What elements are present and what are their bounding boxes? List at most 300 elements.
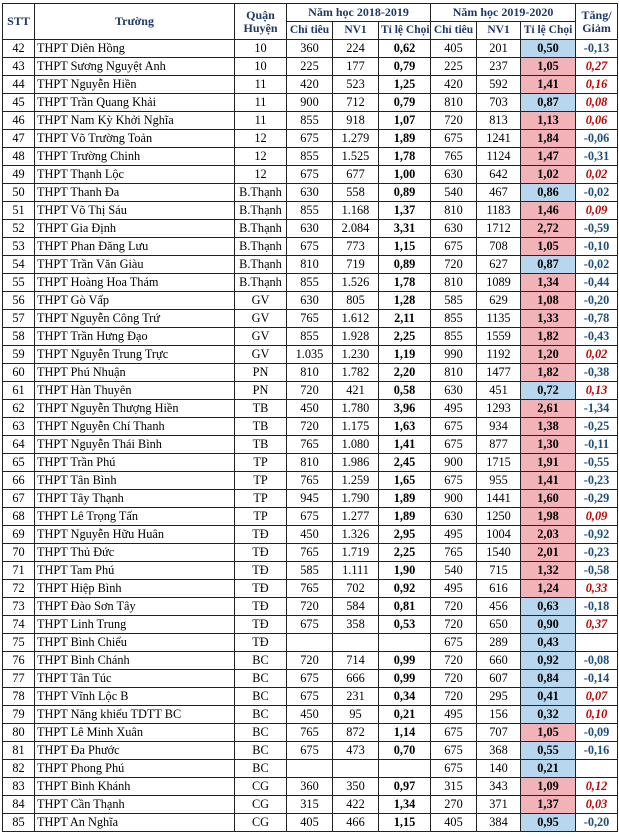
change-value	[576, 760, 618, 778]
quota-2019: 630	[431, 508, 477, 526]
quota-2018: 360	[287, 778, 333, 796]
school-name: THPT Vĩnh Lộc B	[35, 688, 235, 706]
nv1-2018: 712	[333, 94, 379, 112]
change-value: -0,43	[576, 328, 618, 346]
school-name: THPT Hiệp Bình	[35, 580, 235, 598]
quota-2019: 720	[431, 112, 477, 130]
change-value: 0,08	[576, 94, 618, 112]
quota-2018: 765	[287, 310, 333, 328]
table-row	[3, 166, 618, 184]
nv1-2018: 231	[333, 688, 379, 706]
nv1-2018: 422	[333, 796, 379, 814]
quota-2018: 675	[287, 688, 333, 706]
ratio-2018: 0,89	[379, 256, 431, 274]
change-value: 0,02	[576, 346, 618, 364]
nv1-2018: 1.780	[333, 400, 379, 418]
school-name: THPT Bình Chánh	[35, 652, 235, 670]
district: BC	[235, 706, 287, 724]
nv1-header-2018: NV1	[333, 22, 379, 40]
nv1-2019: 467	[477, 184, 521, 202]
row-number: 45	[3, 94, 35, 112]
school-name: THPT Lê Minh Xuân	[35, 724, 235, 742]
nv1-2018: 177	[333, 58, 379, 76]
quota-2018: 420	[287, 76, 333, 94]
school-name: THPT Nguyễn Trung Trực	[35, 346, 235, 364]
school-name: THPT Nguyễn Thượng Hiền	[35, 400, 235, 418]
table-row	[3, 400, 618, 418]
ratio-2019: 0,32	[521, 706, 576, 724]
table-row	[3, 670, 618, 688]
quota-2018: 720	[287, 598, 333, 616]
district: BC	[235, 742, 287, 760]
quota-2018: 675	[287, 616, 333, 634]
row-number: 49	[3, 166, 35, 184]
ratio-2019: 1,13	[521, 112, 576, 130]
row-number: 48	[3, 148, 35, 166]
ratio-2019: 1,33	[521, 310, 576, 328]
change-value: -0,23	[576, 472, 618, 490]
school-name: THPT Nguyễn Công Trứ	[35, 310, 235, 328]
ratio-2018: 1,41	[379, 436, 431, 454]
row-number: 71	[3, 562, 35, 580]
table-row	[3, 220, 618, 238]
nv1-2018: 918	[333, 112, 379, 130]
quota-2019: 720	[431, 598, 477, 616]
nv1-2018: 224	[333, 40, 379, 58]
row-number: 78	[3, 688, 35, 706]
school-name: THPT Nguyễn Thái Bình	[35, 436, 235, 454]
table-row	[3, 724, 618, 742]
table-row	[3, 454, 618, 472]
ratio-2019: 0,87	[521, 256, 576, 274]
table-row	[3, 76, 618, 94]
ratio-2018: 0,97	[379, 778, 431, 796]
nv1-2018: 1.080	[333, 436, 379, 454]
nv1-2019: 642	[477, 166, 521, 184]
nv1-2018: 473	[333, 742, 379, 760]
row-number: 79	[3, 706, 35, 724]
table-row	[3, 598, 618, 616]
ratio-2019: 1,82	[521, 364, 576, 382]
change-value: -0,58	[576, 562, 618, 580]
quota-2019: 900	[431, 490, 477, 508]
change-value: 0,07	[576, 688, 618, 706]
quota-2019: 630	[431, 220, 477, 238]
district: B.Thạnh	[235, 202, 287, 220]
table-row	[3, 652, 618, 670]
ratio-2018: 0,21	[379, 706, 431, 724]
year-2019-header: Năm học 2019-2020	[431, 4, 576, 22]
quota-2019: 540	[431, 184, 477, 202]
row-number: 60	[3, 364, 35, 382]
quota-2018: 450	[287, 400, 333, 418]
ratio-2018: 0,79	[379, 58, 431, 76]
school-name: THPT Linh Trung	[35, 616, 235, 634]
ratio-2019: 2,61	[521, 400, 576, 418]
district: GV	[235, 292, 287, 310]
school-name: THPT Phong Phú	[35, 760, 235, 778]
ratio-2019: 2,03	[521, 526, 576, 544]
ratio-2018: 0,58	[379, 382, 431, 400]
nv1-2018: 1.526	[333, 274, 379, 292]
district: PN	[235, 364, 287, 382]
quota-2018: 630	[287, 220, 333, 238]
ratio-2018: 3,31	[379, 220, 431, 238]
table-row	[3, 472, 618, 490]
quota-2018: 810	[287, 256, 333, 274]
admission-ratio-table	[2, 3, 618, 832]
nv1-2019: 1715	[477, 454, 521, 472]
quota-2019: 810	[431, 364, 477, 382]
ratio-2019: 2,01	[521, 544, 576, 562]
district: TĐ	[235, 616, 287, 634]
nv1-2019: 343	[477, 778, 521, 796]
nv1-2019: 1250	[477, 508, 521, 526]
change-value: 0,33	[576, 580, 618, 598]
school-name: THPT Lê Trọng Tấn	[35, 508, 235, 526]
nv1-2018: 1.277	[333, 508, 379, 526]
nv1-2019: 1441	[477, 490, 521, 508]
nv1-2018: 1.279	[333, 130, 379, 148]
quota-2019: 675	[431, 418, 477, 436]
quota-2018: 450	[287, 706, 333, 724]
school-name: THPT Gò Vấp	[35, 292, 235, 310]
school-name: THPT Đa Phước	[35, 742, 235, 760]
nv1-2018: 523	[333, 76, 379, 94]
ratio-header-2018: Tỉ lệ Chọi	[379, 22, 431, 40]
quota-2018: 810	[287, 364, 333, 382]
change-value: 0,09	[576, 508, 618, 526]
row-number: 56	[3, 292, 35, 310]
ratio-2018: 1,00	[379, 166, 431, 184]
quota-2019: 405	[431, 814, 477, 832]
quota-2018: 855	[287, 148, 333, 166]
row-number: 67	[3, 490, 35, 508]
ratio-2018: 1,34	[379, 796, 431, 814]
district: 11	[235, 112, 287, 130]
school-name: THPT Bình Khánh	[35, 778, 235, 796]
ratio-2019: 0,72	[521, 382, 576, 400]
table-row	[3, 436, 618, 454]
table-row	[3, 778, 618, 796]
nv1-2019: 1124	[477, 148, 521, 166]
row-number: 57	[3, 310, 35, 328]
quota-2018: 405	[287, 814, 333, 832]
ratio-2018: 2,95	[379, 526, 431, 544]
table-row	[3, 148, 618, 166]
district: TĐ	[235, 562, 287, 580]
quota-2018: 675	[287, 130, 333, 148]
ratio-2018: 1,78	[379, 148, 431, 166]
table-row	[3, 688, 618, 706]
quota-header-2019: Chỉ tiêu	[431, 22, 477, 40]
ratio-2018: 2,11	[379, 310, 431, 328]
quota-2019: 495	[431, 580, 477, 598]
quota-2018: 720	[287, 382, 333, 400]
district: B.Thạnh	[235, 220, 287, 238]
school-name: THPT Diên Hồng	[35, 40, 235, 58]
quota-2019: 675	[431, 130, 477, 148]
quota-2019: 720	[431, 256, 477, 274]
nv1-2018: 95	[333, 706, 379, 724]
ratio-2019: 1,05	[521, 58, 576, 76]
nv1-2018: 358	[333, 616, 379, 634]
ratio-2018: 2,20	[379, 364, 431, 382]
ratio-2018: 1,25	[379, 76, 431, 94]
ratio-2018: 1,89	[379, 508, 431, 526]
row-number: 77	[3, 670, 35, 688]
district: TP	[235, 472, 287, 490]
quota-2018: 855	[287, 274, 333, 292]
ratio-2018: 1,65	[379, 472, 431, 490]
row-number: 42	[3, 40, 35, 58]
quota-2019: 495	[431, 526, 477, 544]
quota-2018: 855	[287, 112, 333, 130]
ratio-2019: 0,87	[521, 94, 576, 112]
ratio-2018: 1,89	[379, 130, 431, 148]
row-number: 72	[3, 580, 35, 598]
ratio-2019: 1,32	[521, 562, 576, 580]
change-value: -0,38	[576, 364, 618, 382]
nv1-2019: 1192	[477, 346, 521, 364]
ratio-2018: 2,45	[379, 454, 431, 472]
nv1-2018: 773	[333, 238, 379, 256]
quota-2018: 315	[287, 796, 333, 814]
table-row	[3, 490, 618, 508]
nv1-2019: 650	[477, 616, 521, 634]
school-name: THPT Nguyễn Hữu Huân	[35, 526, 235, 544]
ratio-header-2019: Tỉ lệ Chọi	[521, 22, 576, 40]
quota-2019: 420	[431, 76, 477, 94]
row-number: 82	[3, 760, 35, 778]
quota-2019: 810	[431, 202, 477, 220]
nv1-2019: 201	[477, 40, 521, 58]
school-name: THPT Thạnh Lộc	[35, 166, 235, 184]
table-row	[3, 328, 618, 346]
table-row	[3, 184, 618, 202]
nv1-2018: 714	[333, 652, 379, 670]
change-value: -0,20	[576, 292, 618, 310]
school-name: THPT Thanh Đa	[35, 184, 235, 202]
row-number: 74	[3, 616, 35, 634]
ratio-2019: 2,72	[521, 220, 576, 238]
nv1-2019: 955	[477, 472, 521, 490]
ratio-2019: 0,63	[521, 598, 576, 616]
nv1-2018: 421	[333, 382, 379, 400]
row-number: 85	[3, 814, 35, 832]
quota-2018: 810	[287, 454, 333, 472]
quota-2018: 1.035	[287, 346, 333, 364]
table-row	[3, 274, 618, 292]
quota-2018: 765	[287, 436, 333, 454]
row-number: 53	[3, 238, 35, 256]
nv1-header-2019: NV1	[477, 22, 521, 40]
nv1-2019: 289	[477, 634, 521, 652]
row-number: 76	[3, 652, 35, 670]
change-value: -0,02	[576, 184, 618, 202]
district: TĐ	[235, 544, 287, 562]
nv1-2019: 451	[477, 382, 521, 400]
district: B.Thạnh	[235, 256, 287, 274]
quota-2019: 630	[431, 166, 477, 184]
nv1-2019: 1477	[477, 364, 521, 382]
table-row	[3, 796, 618, 814]
ratio-2018: 0,99	[379, 670, 431, 688]
table-row	[3, 58, 618, 76]
ratio-2018: 1,15	[379, 238, 431, 256]
school-name: THPT Võ Trường Toản	[35, 130, 235, 148]
school-name: THPT Phan Đăng Lưu	[35, 238, 235, 256]
quota-2018: 675	[287, 670, 333, 688]
nv1-2019: 629	[477, 292, 521, 310]
row-number: 66	[3, 472, 35, 490]
change-value: 0,06	[576, 112, 618, 130]
ratio-2018: 0,79	[379, 94, 431, 112]
nv1-2019: 715	[477, 562, 521, 580]
table-row	[3, 544, 618, 562]
row-number: 58	[3, 328, 35, 346]
district: CG	[235, 778, 287, 796]
quota-2018: 675	[287, 166, 333, 184]
quota-2018	[287, 634, 333, 652]
school-name: THPT Nam Kỳ Khởi Nghĩa	[35, 112, 235, 130]
school-name: THPT Gia Định	[35, 220, 235, 238]
nv1-2019: 934	[477, 418, 521, 436]
row-number: 70	[3, 544, 35, 562]
nv1-2018: 1.525	[333, 148, 379, 166]
quota-2019: 765	[431, 544, 477, 562]
nv1-2018: 1.612	[333, 310, 379, 328]
row-number: 44	[3, 76, 35, 94]
row-number: 75	[3, 634, 35, 652]
table-row	[3, 508, 618, 526]
row-number: 80	[3, 724, 35, 742]
ratio-2019: 0,55	[521, 742, 576, 760]
change-value: -0,25	[576, 418, 618, 436]
change-value: -0,92	[576, 526, 618, 544]
ratio-2018: 1,19	[379, 346, 431, 364]
change-value: -0,31	[576, 148, 618, 166]
change-value: 0,10	[576, 706, 618, 724]
district: B.Thạnh	[235, 238, 287, 256]
ratio-2018: 1,28	[379, 292, 431, 310]
quota-2019: 315	[431, 778, 477, 796]
nv1-2018: 805	[333, 292, 379, 310]
row-number: 50	[3, 184, 35, 202]
district: TB	[235, 400, 287, 418]
row-number: 63	[3, 418, 35, 436]
nv1-2019: 627	[477, 256, 521, 274]
nv1-2018: 1.175	[333, 418, 379, 436]
nv1-2019: 707	[477, 724, 521, 742]
quota-2018: 675	[287, 508, 333, 526]
district: PN	[235, 382, 287, 400]
table-row	[3, 814, 618, 832]
change-value: -0,14	[576, 670, 618, 688]
nv1-2018: 1.259	[333, 472, 379, 490]
header-row-1	[3, 4, 618, 22]
table-row	[3, 112, 618, 130]
year-2018-header: Năm học 2018-2019	[287, 4, 431, 22]
row-number: 69	[3, 526, 35, 544]
quota-2018: 450	[287, 526, 333, 544]
ratio-2018: 1,63	[379, 418, 431, 436]
school-name: THPT An Nghĩa	[35, 814, 235, 832]
district: GV	[235, 310, 287, 328]
school-name: THPT Hàn Thuyên	[35, 382, 235, 400]
nv1-2019: 607	[477, 670, 521, 688]
ratio-2019: 1,84	[521, 130, 576, 148]
ratio-2018: 2,25	[379, 328, 431, 346]
change-header: Tăng/ Giảm	[576, 4, 618, 40]
quota-2018: 900	[287, 94, 333, 112]
nv1-2018: 1.719	[333, 544, 379, 562]
nv1-2018: 584	[333, 598, 379, 616]
quota-2018: 720	[287, 418, 333, 436]
nv1-2018: 666	[333, 670, 379, 688]
ratio-2019: 1,91	[521, 454, 576, 472]
ratio-2018: 0,34	[379, 688, 431, 706]
district: 12	[235, 130, 287, 148]
change-value: -0,55	[576, 454, 618, 472]
ratio-2019: 0,41	[521, 688, 576, 706]
district: CG	[235, 814, 287, 832]
row-number: 55	[3, 274, 35, 292]
district: TĐ	[235, 598, 287, 616]
nv1-2019: 156	[477, 706, 521, 724]
quota-2019: 675	[431, 760, 477, 778]
row-number: 46	[3, 112, 35, 130]
nv1-2019: 1241	[477, 130, 521, 148]
ratio-2019: 1,41	[521, 472, 576, 490]
nv1-2018: 1.986	[333, 454, 379, 472]
district: 11	[235, 94, 287, 112]
quota-2018: 360	[287, 40, 333, 58]
district: BC	[235, 688, 287, 706]
school-name: THPT Trần Phú	[35, 454, 235, 472]
ratio-2018: 3,96	[379, 400, 431, 418]
table-row	[3, 238, 618, 256]
change-value: 0,37	[576, 616, 618, 634]
ratio-2018: 1,15	[379, 814, 431, 832]
ratio-2019: 1,05	[521, 724, 576, 742]
district: TĐ	[235, 526, 287, 544]
nv1-2018: 466	[333, 814, 379, 832]
district: TB	[235, 436, 287, 454]
school-name: THPT Thủ Đức	[35, 544, 235, 562]
change-value: 0,13	[576, 382, 618, 400]
table-row	[3, 202, 618, 220]
change-value: -0,02	[576, 256, 618, 274]
ratio-2018	[379, 760, 431, 778]
ratio-2019: 0,50	[521, 40, 576, 58]
ratio-2019: 1,02	[521, 166, 576, 184]
table-row	[3, 616, 618, 634]
nv1-2019: 592	[477, 76, 521, 94]
quota-2019: 405	[431, 40, 477, 58]
nv1-2018: 350	[333, 778, 379, 796]
row-number: 73	[3, 598, 35, 616]
row-number: 59	[3, 346, 35, 364]
school-name: THPT Đào Sơn Tây	[35, 598, 235, 616]
table-row	[3, 418, 618, 436]
quota-2019: 675	[431, 436, 477, 454]
row-number: 47	[3, 130, 35, 148]
nv1-2019: 1135	[477, 310, 521, 328]
nv1-2019: 368	[477, 742, 521, 760]
ratio-2019: 0,95	[521, 814, 576, 832]
nv1-2018	[333, 760, 379, 778]
